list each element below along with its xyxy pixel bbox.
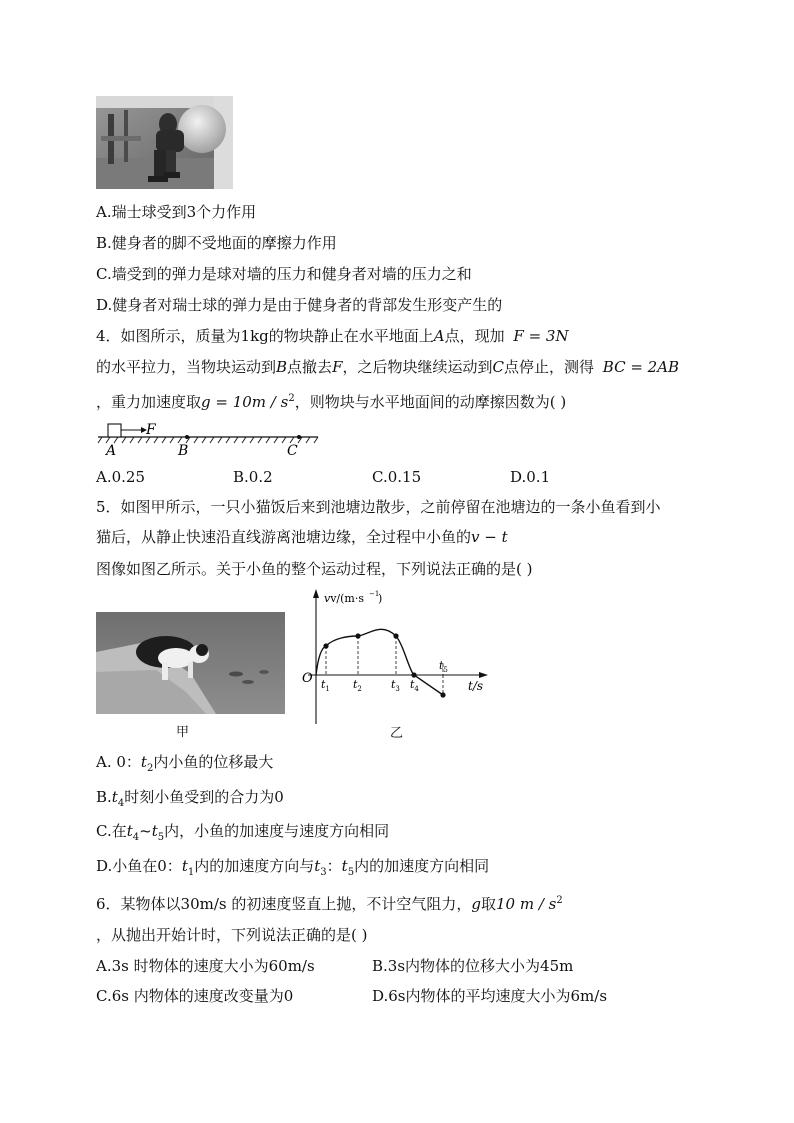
q5-d-sub3: 5 <box>347 867 355 878</box>
q5-c-sub1: 4 <box>132 832 140 843</box>
caption-jia: 甲 <box>176 725 190 740</box>
cat-fish-illustration <box>96 612 285 714</box>
q4-option-d: D.0.1 <box>510 468 551 486</box>
q5-option-a <box>96 752 273 779</box>
v-axis-exp: −1 <box>369 590 380 598</box>
q4-text-2a: 的水平拉力，当物块运动到 <box>96 358 277 376</box>
q5-option-d <box>96 856 489 883</box>
q5-c-sub2: 5 <box>157 832 165 843</box>
q4-text-2d: 点停止，测得 <box>503 358 594 376</box>
q4-point-c: C <box>492 358 504 376</box>
q6-stem-line2: ，从抛出开始计时，下列说法正确的是( ) <box>96 926 368 944</box>
q5-d-colon: ： <box>326 857 342 875</box>
q5-c-t1: t <box>126 822 133 840</box>
q4-text-3b: ，则物块与水平地面间的动摩擦因数为( ) <box>294 393 567 411</box>
q5-b-post: 时刻小鱼受到的合力为0 <box>124 788 284 806</box>
q3-option-a: A.瑞士球受到3个力作用 <box>96 203 257 221</box>
q4-force-f: F <box>332 358 343 376</box>
point-t4 <box>411 672 416 677</box>
q5-stem-line3: 图像如图乙所示。关于小鱼的整个运动过程，下列说法正确的是( ) <box>96 560 533 578</box>
q5-a-sub: 2 <box>146 763 154 774</box>
cat-fish-photo <box>96 612 285 714</box>
q5-a-t: t <box>140 753 147 771</box>
q5-option-c <box>96 821 389 848</box>
q6-g: g <box>471 895 481 913</box>
block <box>108 424 121 437</box>
q5-d-t2: t <box>314 857 321 875</box>
t-axis-label: t/s <box>468 679 484 693</box>
q4-stem-line3: ，重力加速度取$g = 10m / s^2$，则物块与水平地面间的动摩擦因数为( ) <box>96 393 567 411</box>
q4-text-2c: ，之后物块继续运动到 <box>342 358 493 376</box>
vt-curve <box>316 629 443 695</box>
q6-text-1: 6．某物体以30m/s 的初速度竖直上抛，不计空气阻力， <box>96 895 472 913</box>
point-c-dot <box>297 435 301 439</box>
q6-option-c: C.6s 内物体的速度改变量为0 <box>96 987 294 1005</box>
q6-option-d: D.6s内物体的平均速度大小为6m/s <box>372 987 608 1005</box>
q4-g-equation: g = 10m / s <box>201 393 289 411</box>
q3-option-c: C.墙受到的弹力是球对墙的压力和健身者对墙的压力之和 <box>96 265 472 283</box>
q6-option-a: A.3s 时物体的速度大小为60m/s <box>96 957 315 975</box>
q6-text-1b: 取 <box>481 895 497 913</box>
q4-option-a: A.0.25 <box>96 468 145 486</box>
q6-option-b: B.3s内物体的位移大小为45m <box>372 957 574 975</box>
q4-stem-line2 <box>96 357 679 377</box>
q5-stem-line2 <box>96 527 508 547</box>
q3-option-b: B.健身者的脚不受地面的摩擦力作用 <box>96 234 337 252</box>
q4-text-2b: 点撤去 <box>287 358 333 376</box>
q6-g-value: 10 m / s <box>496 895 557 913</box>
q5-vt: v − t <box>471 528 508 546</box>
fig-label-c: C <box>287 443 298 458</box>
q4-text-1b: 点，现加 <box>444 327 505 345</box>
caption-yi: 乙 <box>390 726 404 741</box>
q5-d-sub1: 1 <box>187 867 195 878</box>
q4-point-a: A <box>433 327 445 345</box>
fig-label-f: F <box>146 422 156 438</box>
tick-t2: $t_2$ <box>353 678 362 693</box>
q5-a-pre: A. 0： <box>96 753 141 771</box>
tick-t3: $t_3$ <box>391 678 400 693</box>
q4-ground-figure <box>96 420 321 458</box>
q4-option-c: C.0.15 <box>372 468 422 486</box>
tick-t1: $t_1$ <box>321 678 330 693</box>
q5-d-t1: t <box>181 857 188 875</box>
fig-label-a: A <box>106 443 117 458</box>
tick-t4: $t_4$ <box>410 678 419 693</box>
q5-text-2: 猫后，从静止快速沿直线游离池塘边缘，全过程中小鱼的 <box>96 528 472 546</box>
tick-t5: $t_5$ <box>439 659 448 674</box>
q5-b-pre: B. <box>96 788 112 806</box>
q5-b-sub: 4 <box>117 798 125 809</box>
fig-label-b: B <box>178 443 189 458</box>
q5-c-t2: t <box>151 822 158 840</box>
q5-option-b <box>96 787 284 814</box>
v-axis-close: ) <box>378 592 383 605</box>
q3-option-d: D.健身者对瑞士球的弹力是由于健身者的背部发生形变产生的 <box>96 296 503 314</box>
q5-c-post: 内，小鱼的加速度与速度方向相同 <box>164 822 390 840</box>
origin-label: O <box>302 671 313 686</box>
q4-option-b: B.0.2 <box>233 468 273 486</box>
q5-d-post: 内的加速度方向相同 <box>354 857 490 875</box>
q5-d-mid: 内的加速度方向与 <box>194 857 315 875</box>
q5-d-sub2: 3 <box>320 867 327 878</box>
q5-c-pre: C.在 <box>96 822 127 840</box>
q4-relation: BC = 2AB <box>602 358 680 376</box>
q5-a-post: 内小鱼的位移最大 <box>153 753 274 771</box>
v-axis-label: vv/(m·s <box>324 592 365 605</box>
vt-graph <box>296 586 496 726</box>
fitness-ball-photo <box>96 96 233 189</box>
q5-b-t: t <box>111 788 118 806</box>
q4-text-1: 4．如图所示，质量为1kg的物块静止在水平地面上 <box>96 327 434 345</box>
q6-stem-line1: 6．某物体以30m/s 的初速度竖直上抛，不计空气阻力，g取10 m / $s^2$ <box>96 895 563 913</box>
q5-d-pre: D.小鱼在0： <box>96 857 182 875</box>
q4-stem-line1 <box>96 326 569 346</box>
dashed-guides <box>326 636 443 695</box>
q4-force-equation: F = 3N <box>513 327 569 345</box>
q4-text-3a: ，重力加速度取 <box>96 393 202 411</box>
q5-c-mid: ~ <box>139 822 152 840</box>
q4-point-b: B <box>276 358 288 376</box>
q5-d-t3: t <box>341 857 348 875</box>
fitness-ball-illustration <box>96 96 233 189</box>
point-b-dot <box>185 435 189 439</box>
q5-stem-line1: 5．如图甲所示，一只小猫饭后来到池塘边散步，之前停留在池塘边的一条小鱼看到小 <box>96 498 661 516</box>
